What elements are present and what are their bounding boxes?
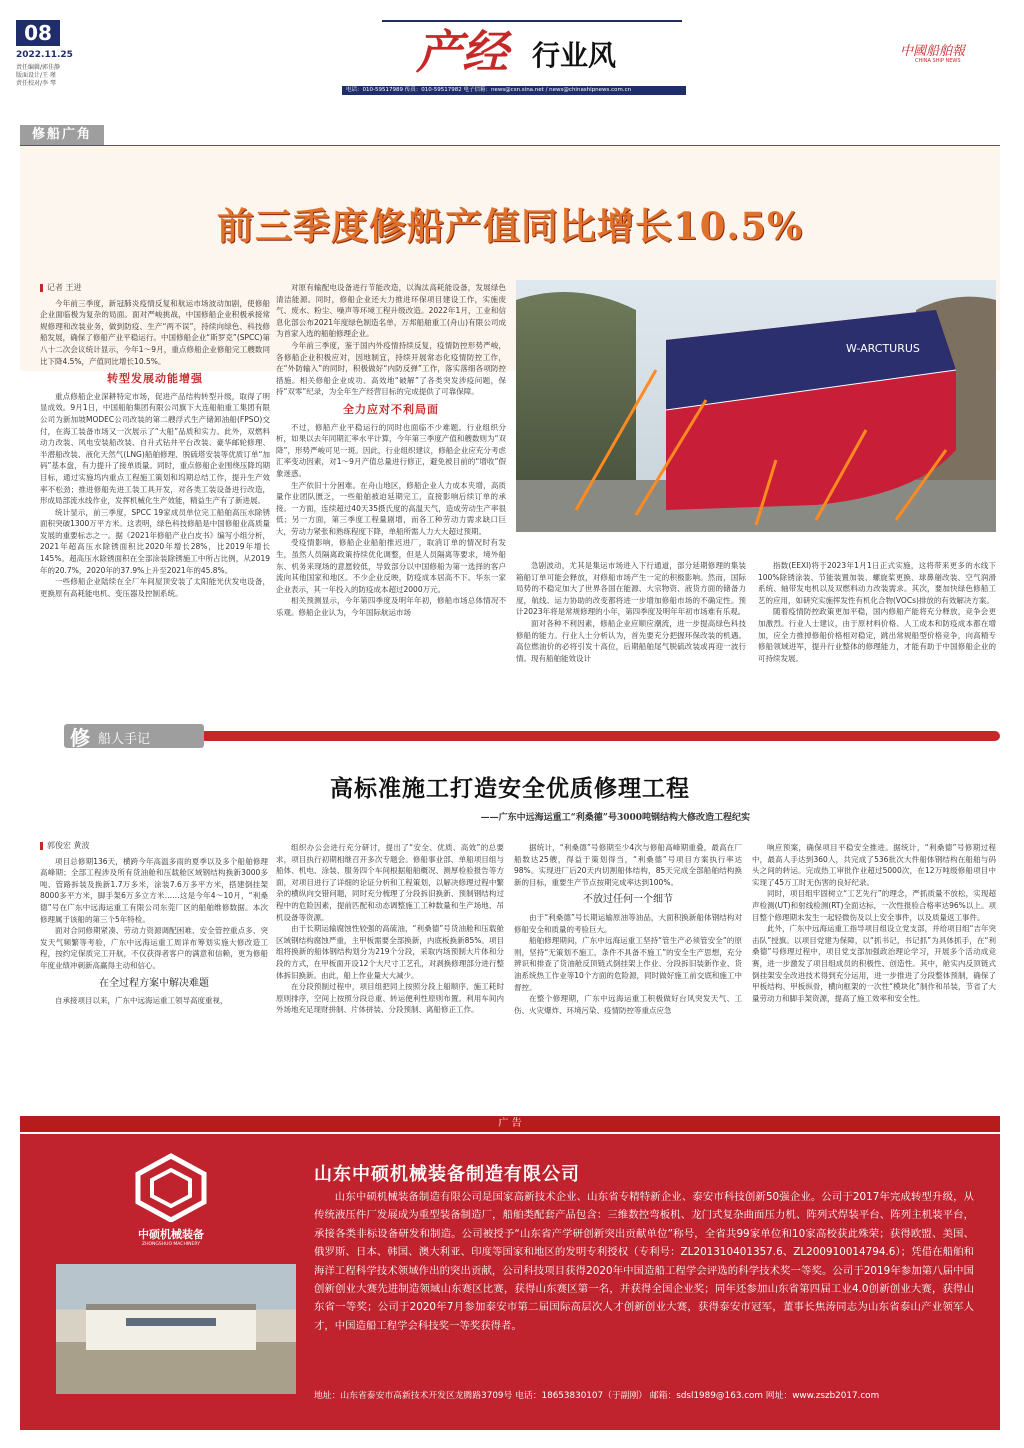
article1-column-4 (758, 560, 996, 690)
article1-column-2 (276, 282, 506, 684)
author: 记者 王进 (47, 283, 82, 292)
article2-tag (64, 724, 204, 748)
article2-tag-text: 船人手记 (98, 732, 151, 747)
ad-company-name: 山东中硕机械装备制造有限公司 (314, 1164, 580, 1185)
paragraph: 急剧波动，尤其是集运市场进入下行通道，部分延期修理的集装箱船订单可能会释放，对修船市场产生一定的积极影响。然而，国际局势的不稳定加大了世界各国在能源、大宗物资、液货方面的储备力度，航线、运力协助的改变都将进一步增加修船市场的不确定性。预计2023年将是常规修理的小年，第四季度及明年年初市场难有乐观。 (516, 561, 746, 617)
article2-headline: 高标准施工打造安全优质修理工程 (330, 775, 690, 802)
paragraph: 统计显示，前三季度，SPCC 19家成员单位完工船舶高压水除锈面积突破1300万平方米。这表明，绿色科技修船是中国修船业高质量发展的重要标志之一。据《2021年修船产业白皮书》编写小组分析，2021年超高压水除锈面积比2020年增长28%，比2019年增长145%。超高压水除锈面积在全部涂装除锈施工中所占比例，从2019年的20.7%，2020年的37.9%上升至2021年的45.8%。 (40, 507, 270, 575)
paragraph: 对原有输配电设备进行节能改造，以淘汰高耗能设备，发展绿色清洁能源。同时，修船企业还大力推进环保项目建设工作，实施废气、废水、粉尘、噪声等环境工程升级改造。2022年1月，工业和信息化部公布2021年度绿色制造名单，万邦船舶重工(舟山)有限公司成为首家入选的船舶修理企业。 (276, 283, 506, 339)
author-marker (40, 842, 43, 850)
paragraph: 此外，广东中远海运重工指导项目组设立党支部，并给项目组“吉年突击队”授旗。以项目党建为保障，以“抓书记，书记抓”为具体抓手，在“利桑德”号修理过程中，项目党支部加强政治理论学习，开展多个活动成竞赛，进一步激发了项目组成员的积极性、创造性。其中，舱实内反顶链式倒挂架安全改进技术得到充分运用，进一步推进了分段整体预制，确保了甲板结构、甲板纵骨，横向框架的一次性“模块化”制作和吊装，节省了大量劳动力和脚手架资源，提高了施工效率和安全性。 (752, 924, 996, 1003)
paragraph: 由于长期运输腐蚀性较强的高硫油，“利桑德”号货油舱和压载舱区域钢结构腐蚀严重，主甲板需要全部换新，内底板换新85%。项目组将换新的船体钢结构划分为219个分段，采取内场预制大片体和分段的方式，在甲板面开设12个大尺寸工艺孔，对剥换修理部分进行整体拆旧换新。由此，船上作业量大大减少。 (276, 924, 504, 980)
paragraph: 同时，项目组牢固树立“工艺先行”的理念，严抓质量不放松，实现超声检测(UT)和射线检测(RT)全面达标，一次性报验合格率达96%以上。项目整个修理期未发生一起轻微伤及以上安全事件，以及质量返工事件。 (752, 889, 996, 922)
paragraph: 由于“利桑德”号长期运输原油等油品，大面积换新船体钢结构对修船安全和质量的考验巨大。 (514, 912, 742, 934)
paragraph: 面对合同修期紧凑、劳动力资源调配困难、安全管控重点多、突发天气频繁等考验，广东中远海运重工周详布筹划实施大修改造工程，按约定保质完工开航，不仅获得者客户的满意和信赖，更为修船年度业绩冲刺新高赢得主动和信心。 (40, 926, 268, 970)
paragraph: 相关预测显示，今年第四季度及明年年初，修船市场总体情况不乐观。修船企业认为，今年国际航运市场 (276, 596, 506, 618)
author: 郭俊宏 黄波 (47, 841, 90, 850)
paragraph: 重点修船企业深耕特定市场，促进产品结构转型升级，取得了明显成效。9月1日，中国船舶集团有限公司旗下大连船舶重工集团有限公司为新加坡MODEC公司改装的第二艘浮式生产储卸油船(FPSO)交付，在海工装备市场又一次展示了“大船”品质和实力。此外，双燃料动力改装、风电安装船改装、自升式钻井平台改装、豪华邮轮修理、半潜船改装、液化天然气(LNG)船舶修理、脱硫塔安装等优质订单“加码”基本盘，有力提升了接单质量。同时，重点修船企业围绕压降坞期目标，通过实施坞内重点工程施工策划和坞期总结工作，提升生产效率不松劲；推进修船先进工装工具开发，对各类工装设备进行改造，形成局部流水线作业，发挥机械化生产效能，精益生产有了新进展。 (40, 391, 270, 506)
ship-illustration (516, 280, 996, 532)
ship-photo (516, 280, 996, 532)
contact-bar: 电话：010-59517989 传真：010-59517982 电子信箱：news@csn.sina.net / news@chinashipnews.com.cn (342, 86, 686, 95)
ad-label-bar: 广 告 (20, 1116, 1000, 1132)
hexagon-logo-icon (126, 1152, 216, 1222)
article1-column-1 (40, 282, 270, 684)
editor-line: 版面设计/王 瑾 (16, 72, 56, 79)
article2-rule (200, 731, 1000, 741)
section-title: 行业风 (532, 39, 617, 72)
article2-column-4 (752, 842, 996, 1092)
article2-tag-char: 修 (70, 726, 90, 750)
paragraph: 一些修船企业陆续在全厂车间屋顶安装了太阳能光伏发电设备，更换原有高耗能电机、变压器及控制系统。 (40, 577, 270, 598)
ad-factory-photo (56, 1264, 296, 1394)
ad-logo (126, 1152, 216, 1247)
article2-column-3 (514, 842, 742, 1092)
subheading: 在全过程方案中解决难题 (99, 977, 209, 989)
article1-column-3 (516, 560, 746, 690)
paper-name-en: CHINA SHIP NEWS (915, 58, 961, 64)
paper-name: 中國船舶報 (900, 44, 966, 59)
paragraph: 面对各种不利因素，修船企业应顺应潮流，进一步提高绿色科技修船的能力。行业人士分析认为，首先要充分把握环保改装的机遇。高位燃油价的必将引发十高位，后期船舶尾气脱硫改装或再迎一波行情。现有船舶能效设计 (516, 618, 746, 663)
article2-subtitle: ——广东中远海运重工“利桑德”号3000吨钢结构大修改造工程纪实 (480, 813, 750, 823)
section-header-box (346, 20, 682, 93)
subheading: 全力应对不利局面 (343, 402, 439, 416)
section-logo: 产经 (416, 25, 508, 79)
ad-body-text: 山东中硕机械装备制造有限公司是国家高新技术企业、山东省专精特新企业、泰安市科技创新50强企业。公司于2017年完成转型升级，从传统液压件厂发展成为重型装备制造厂，船舶类配套产品包含：三维数控弯板机、龙门式复杂曲面压力机、阵列式焊装平台、阵列主机装平台，承接各类非标设备研发和制造。公司被授予“山东省产学研创新突出贡献单位”称号，全省共99家单位和10家高校获此殊荣；获得欧盟、美国、俄罗斯、日本、韩国、澳大利亚、印度等国家和地区的发明专利授权（专利号：ZL201310401357.6、ZL200910014794.6）；凭借在船舶和海洋工程科学技术领域作出的突出贡献，公司科技项目获得2020年中国造船工程学会评选的科学技术奖一等奖。公司于2019年参加第八届中国创新创业大赛先进制造领域山东赛区比赛，获得山东赛区第一名，并获得全国企业奖；同年还参加山东省第四届工业4.0创新创业大赛，获得山东省一等奖；公司于2020年7月参加泰安市第二届国际高层次人才创新创业大赛，获得泰安市冠军，董事长焦涛同志为山东省泰山产业领军人才，中国造船工程学会科技奖一等奖获得者。 (314, 1191, 974, 1332)
ad-panel (20, 1134, 1000, 1430)
article1-tag: 修船广角 (20, 125, 104, 145)
author-marker (40, 284, 43, 292)
article2-column-2 (276, 842, 504, 1092)
subheading: 转型发展动能增强 (107, 372, 203, 386)
paragraph: 今年前三季度，新冠肺炎疫情反复和航运市场波动加剧，使修船企业面临极为复杂的局面。面对严峻挑战，中国修船企业积极承接常规修理和改装业务，做到防疫、生产“两不误”，持续向绿色、科技修船发展，确保了修船产业平稳运行。中国修船企业“斯罗克”(SPCC)第八十二次会议统计显示，今年1～9月，重点修船企业修船完工艘数同比下降4.5%，产值同比增长10.5%。 (40, 298, 270, 366)
page-number: 08 (16, 20, 60, 46)
ad-logo-text: 中硕机械装备 (138, 1228, 204, 1241)
article2-column-1 (40, 840, 268, 1092)
paragraph: 受疫情影响，修船企业船舶推迟进厂，取消订单的情况时有发生，虽然人员隔离政策持续优化调整，但是人员隔离等要求，境外船东、机务来现场的意愿较低，导致部分以中国修船为第一选择的客户流向其他国家和地区。不少企业反映，防疫成本居高不下。华东一家企业表示，其一年投入的防疫成本超过2000万元。 (276, 538, 506, 594)
paragraph: 今年前三季度，鉴于国内外疫情持续反复，疫情防控形势严峻，各修船企业积极应对，因地制宜，持续开展常态化疫情防控工作，在“外防输入”的同时，积极做好“内防反弹”工作，落实落细各项防控措施。相关修船企业成功、高效地“破解”了各类突发涉疫问题，保持“双零”纪录，为全年生产经营目标的完成提供了可靠保障。 (276, 340, 506, 397)
paragraph: 项目总修期136天，横跨今年高温多雨的夏季以及多个船舶修理高峰期；全部工程涉及所有货油舱和压载舱区域钢结构换新3000多吨、管路拆装及换新1.7万多米，涂装7.6万多平方米，搭建倒挂架8000多平方米，脚手架6万多立方米……这是今年4～10月，“利桑德”号在广东中远海运重工有限公司东莞厂区的船舶维修数据。本次修理属于该船的第三个5年特检。 (40, 856, 268, 924)
paragraph: 随着疫情防控政策更加平稳，国内修船产能将充分释放，竞争会更加激烈。行业人士建议，由于原材料价格、人工成本和防疫成本都在增加，应全力推掉修船价格相对稳定，跳出常规船型价格竞争，向高精专修船领域进军，提升行业整体的修理能力，才能有助于中国修船企业的可持续发展。 (758, 607, 996, 663)
paragraph: 在分段预制过程中，项目组把同上按照分段上船顺序、施工耗时原则排序，空间上按照分段总重、转运便利性原则布置。利用车间内外场地充足现财拼制、片体拼装、分段预制、离船修正工作。 (276, 982, 504, 1015)
paragraph: 响应预案，确保项目平稳安全推进。据统计，“利桑德”号修期过程中，最高人手达到360人，共完成了536批次大件船体钢结构在船舶与码头之间的转运。完成热工审批作业超过5000次，在12万吨级修船项目中实现了45万工时无伤害的良好纪录。 (752, 843, 996, 887)
ship-name-text: W-ARCTURUS (846, 342, 920, 355)
editor-info (16, 64, 60, 88)
ad-footer: 地址：山东省泰安市高新技术开发区龙腾路3709号 电话：18653830107（于副刚） 邮箱：sdsl1989@163.com 网址：www.zszb2017.com (314, 1391, 880, 1401)
subheading: 不放过任何一个细节 (583, 894, 673, 906)
editor-line: 责任校对/李 琴 (16, 80, 56, 87)
paragraph: 在整个修理期，广东中远海运重工积极做好台风突发天气、工伤、火灾爆炸、环境污染、疫情防控等重点应急 (514, 994, 742, 1015)
article1-headline: 前三季度修船产值同比增长10.5% (216, 204, 804, 248)
paragraph: 生产依旧十分困难。在舟山地区，修船企业人力成本夹增，高质量作业团队匮乏，一些船舶被迫延期完工，直接影响后续订单的承接。一方面，连续超过40天35摄氏度的高温天气，造成劳动生产率很低；另一方面，第三季度工程量剧增，而各工种劳动力需求缺口巨大，劳动力紧张和熟练程度下降，单船所需人力大大超过预期。 (276, 480, 506, 536)
paragraph: 自承接项目以来，广东中远海运重工领导高度重视， (55, 996, 228, 1006)
paragraph: 组织办公会进行充分研讨，提出了“安全、优质、高效”的总要求，项目执行初期相继召开多次专题会。修船事业部、单船项目组与船体、机电、涂装、服务四个车间根据船舶概况、测厚检验报告等方面，对项目进行了详细的论证分析和工程策划，以解决修理过程中繁杂的横纵向交错问题，同时充分梳理了分段拆旧换新、预制钢结构过程中的危险因素，提前匹配和动态调整施工工种数量和生产场地、吊机设备等资源。 (276, 843, 504, 922)
paragraph: 船舶修理期间，广东中远海运重工坚持“管生产必须管安全”的原则，坚持“无策划不施工，条件不具备不施工”的安全生产思想，充分辨识和排查了货油舱反顶链式倒挂架上作业、分段拆旧装新作业、货油系统热工作业等10个方面的危险源，同时做好施工前交底和施工中督控。 (514, 936, 742, 992)
paragraph: 不过，修船产业平稳运行的同时也面临不少难题。行业组织分析，如果以去年同期汇率水平计算，今年第三季度产值和艘数则为“双降”，形势严峻可见一斑。因此，行业组织建议，修船企业应充分考虑汇率变动因素，对1～9月产值总量进行修正，避免被目前的“增收”假象迷惑。 (276, 422, 506, 478)
ad-logo-en: ZHONGSHUO MACHINERY (142, 1242, 200, 1247)
issue-date: 2022.11.25 (16, 50, 73, 60)
paragraph: 据统计，“利桑德”号修期至少4次与修船高峰期重叠，最高在厂船数达25艘，得益于策划得当，“利桑德”号项目方案执行率达98%。实现进厂后20天内切割船体结构，85天完成全部船舶结构换新的目标，重要生产节点按期完成率达到100%。 (514, 843, 742, 887)
editor-line: 责任编辑/郭佳静 (16, 64, 61, 71)
paragraph: 指数(EEXI)将于2023年1月1日正式实施，这将带来更多的水线下100%除锈涂装、节能装置加装、螺旋桨更换、球鼻艏改装、空气润滑系统、轴带发电机以及双燃料动力改装需求。其次，要加快绿色修船工艺的应用，如研究实施挥发性有机化合物(VOCs)排放的有效解决方案。 (758, 561, 996, 605)
